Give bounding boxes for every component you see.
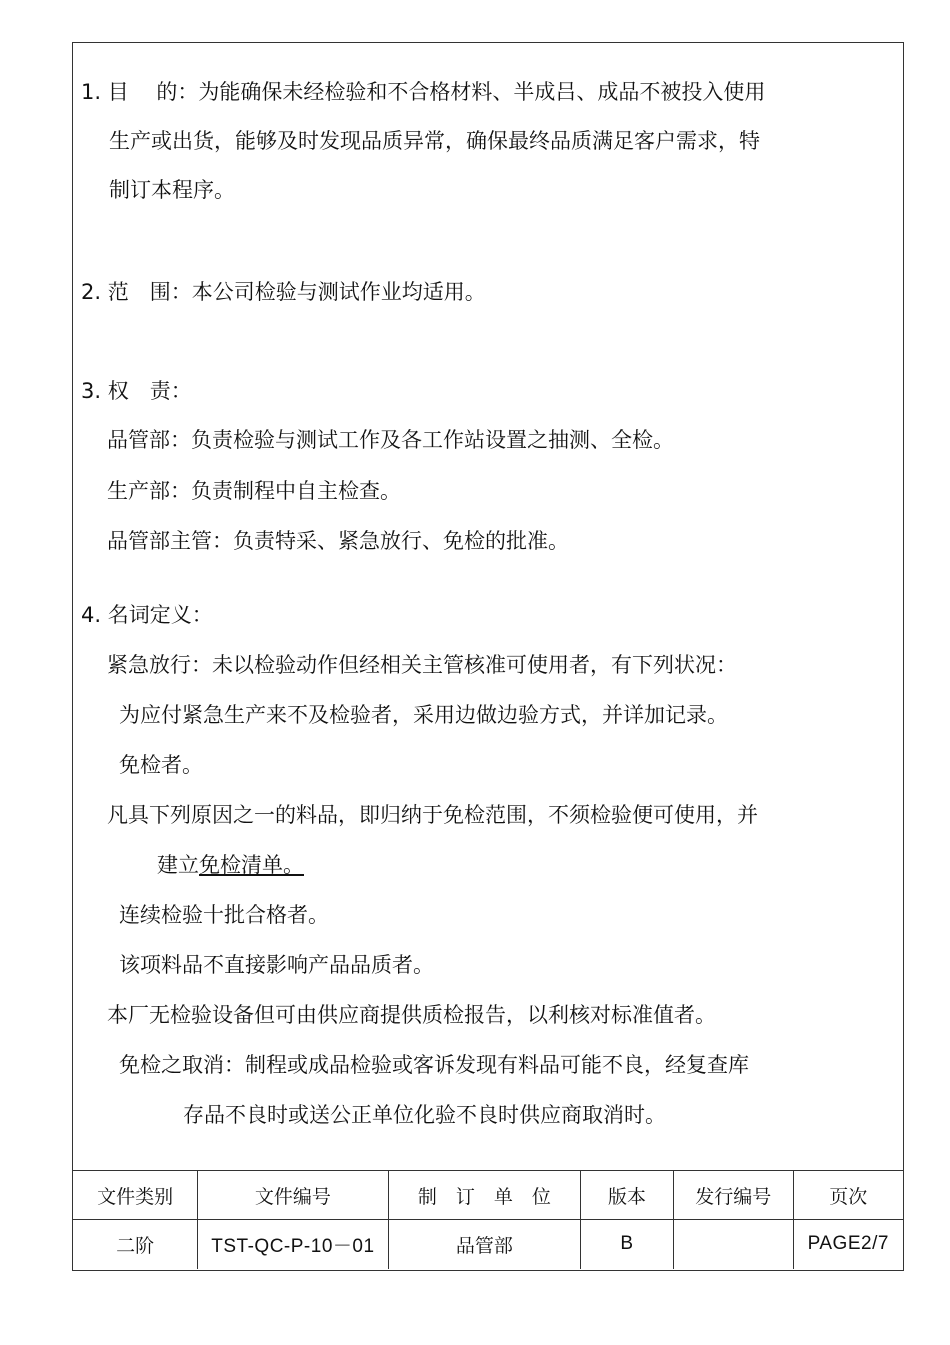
definitions-title: 4. 名词定义： [81,603,213,627]
footer-value-category: 二阶 [73,1220,198,1269]
responsibility-qc: 品管部：负责检验与测试工作及各工作站设置之抽测、全检。 [107,428,674,452]
exemption-text: 建立 [157,853,199,877]
definition-exemption-item-3: 本厂无检验设备但可由供应商提供质检报告，以利核对标准值者。 [107,1003,716,1027]
definition-exemption-cancel-cont: 存品不良时或送公正单位化验不良时供应商取消时。 [183,1103,666,1127]
definition-exemption-cancel: 免检之取消：制程或成品检验或客诉发现有料品可能不良，经复查库 [119,1053,749,1077]
definition-exemption: 凡具下列原因之一的料品，即归纳于免检范围，不须检验便可使用，并 [107,803,758,827]
footer-header-category: 文件类别 [73,1171,198,1220]
document-frame [72,42,904,1271]
document-footer-table [73,1170,903,1269]
purpose-line-2: 生产或出货，能够及时发现品质异常，确保最终品质满足客户需求，特 [109,129,760,153]
responsibility-production: 生产部：负责制程中自主检查。 [107,479,401,503]
purpose-line-3: 制订本程序。 [109,178,235,202]
footer-value-row [73,1220,903,1269]
footer-header-row [73,1171,903,1220]
footer-value-issue-number [673,1220,793,1269]
definition-exemption-item-1: 连续检验十批合格者。 [119,903,329,927]
responsibility-title: 3. 权 责： [81,379,192,403]
definition-exemption-item-2: 该项料品不直接影响产品品质者。 [119,953,434,977]
definition-exemption-cont [157,852,304,878]
definition-emergency-release: 紧急放行：未以检验动作但经相关主管核准可使用者，有下列状况： [107,653,737,677]
footer-value-dept: 品管部 [388,1220,580,1269]
footer-header-doc-number: 文件编号 [198,1171,389,1220]
footer-value-doc-number: TST-QC-P-10－01 [198,1220,389,1269]
footer-header-dept: 制 订 单 位 [388,1171,580,1220]
footer-header-version: 版本 [581,1171,674,1220]
scope-line: 2. 范 围：本公司检验与测试作业均适用。 [81,280,486,304]
definition-item-2: 免检者。 [119,753,203,777]
footer-value-version: B [581,1220,674,1269]
purpose-line-1: 1. 目 的：为能确保未经检验和不合格材料、半成吕、成品不被投入使用 [81,80,766,104]
responsibility-qc-supervisor: 品管部主管：负责特采、紧急放行、免检的批准。 [107,529,569,553]
exemption-list-link: 免检清单。 [199,853,304,877]
footer-header-page: 页次 [793,1171,903,1220]
footer-header-issue-number: 发行编号 [673,1171,793,1220]
footer-value-page: PAGE2/7 [793,1220,903,1269]
definition-item-1: 为应付紧急生产来不及检验者，采用边做边验方式，并详加记录。 [119,703,728,727]
